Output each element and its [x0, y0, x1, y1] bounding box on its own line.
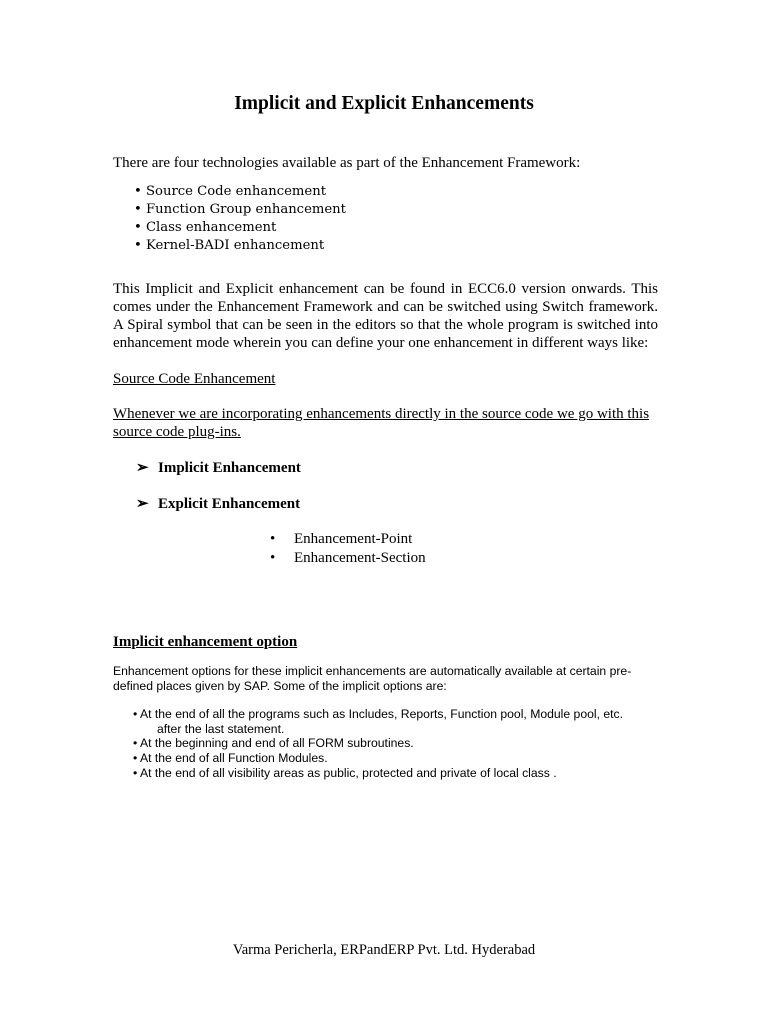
bullet-icon: • — [270, 550, 276, 566]
explicit-enhancement-label: Explicit Enhancement — [158, 496, 301, 512]
list-item: • At the end of all Function Modules. — [133, 751, 328, 766]
technologies-list — [134, 183, 346, 255]
list-item: • At the end of all visibility areas as public, protected and private of local class . — [133, 765, 557, 780]
list-item: • Source Code enhancement — [134, 184, 327, 199]
page-title: Implicit and Explicit Enhancements — [234, 93, 534, 114]
implicit-option-heading: Implicit enhancement option — [113, 634, 298, 650]
implicit-enhancement-item — [136, 458, 301, 477]
explicit-options-list — [270, 530, 426, 568]
arrow-bullet-icon: ➢ — [136, 496, 149, 512]
implicit-option-paragraph: Enhancement options for these implicit enhancements are automatically available at certain pre-defined places given by SAP. Some of the implicit options are: — [113, 664, 632, 693]
list-item: • Kernel-BADI enhancement — [134, 238, 325, 253]
list-item: • Enhancement-Point — [270, 531, 413, 547]
source-code-heading: Source Code Enhancement — [113, 371, 276, 387]
explicit-enhancement-item — [136, 494, 300, 513]
page-footer: Varma Pericherla, ERPandERP Pvt. Ltd. Hyderabad — [232, 942, 536, 958]
list-item: • Function Group enhancement — [134, 202, 346, 217]
arrow-bullet-icon: ➢ — [136, 460, 149, 476]
list-item: • Enhancement-Section — [270, 550, 426, 566]
bullet-icon: • — [270, 531, 276, 547]
description-paragraph: This Implicit and Explicit enhancement can be found in ECC6.0 version onwards. This comes under the Enhancement Framework and can be switched using Switch framework. A Spiral symbol that can be seen in the editors so that the whole program is switched into enhancement mode wherein you can define your one enhancement in different ways like: — [113, 281, 658, 351]
source-code-paragraph: Whenever we are incorporating enhancements directly in the source code we go with this source code plug-ins. — [113, 406, 650, 440]
list-item: • Class enhancement — [134, 220, 277, 235]
intro-paragraph: There are four technologies available as part of the Enhancement Framework: — [113, 155, 581, 171]
list-item: • At the beginning and end of all FORM subroutines. — [133, 736, 414, 751]
implicit-options-list — [133, 707, 623, 781]
list-item: • At the end of all the programs such as Includes, Reports, Function pool, Module pool, etc. after the last statement. — [133, 707, 624, 736]
implicit-enhancement-label: Implicit Enhancement — [158, 460, 301, 476]
